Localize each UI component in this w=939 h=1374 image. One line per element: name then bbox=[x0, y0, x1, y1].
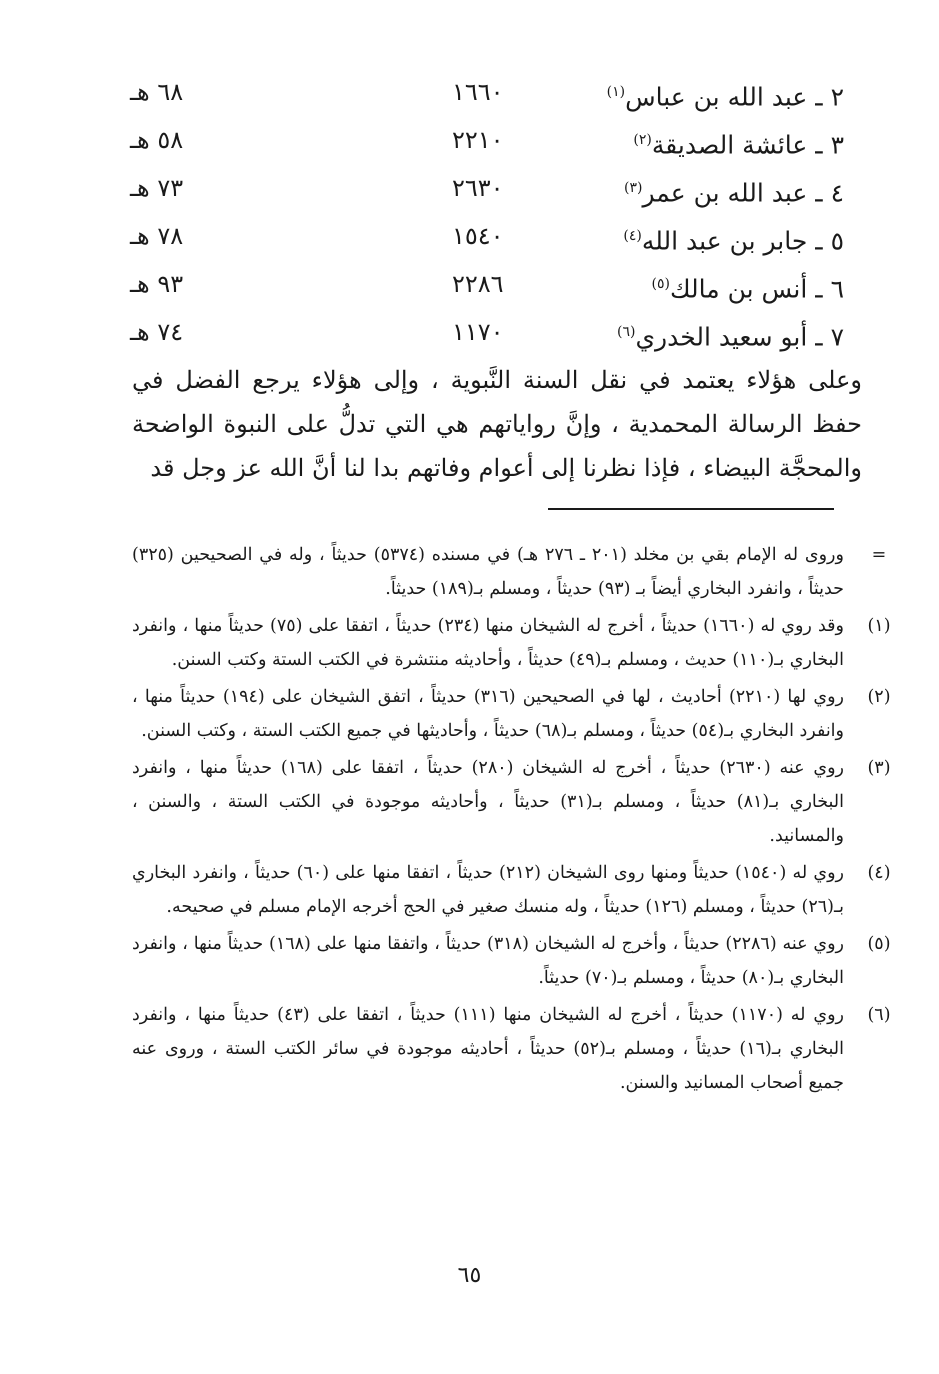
footnote-marker: (٤) bbox=[867, 863, 891, 883]
footnote-reference[interactable]: (٦) bbox=[617, 324, 636, 340]
death-year: ٥٨ هـ bbox=[130, 126, 184, 154]
death-year: ٧٨ هـ bbox=[130, 222, 184, 250]
footnote-reference[interactable]: (١) bbox=[606, 84, 626, 100]
body-paragraph: وعلى هؤلاء يعتمد في نقل السنة النَّبوية ، وإلى هؤلاء يرجع الفضل في حفظ الرسالة المحمدية ، وإنَّ رواياتهم هي التي تدلُّ على النبوة الواضحة والمحجَّة البيضاء ، فإذا نظرنا إلى أعوام وفاتهم بدا لنا أنَّ الله عز وجل قد bbox=[132, 366, 862, 482]
footnotes-section bbox=[132, 538, 891, 1103]
narration-count: ٢٢٨٦ bbox=[452, 270, 504, 298]
narrator-name bbox=[615, 312, 844, 357]
narrator-row bbox=[130, 168, 844, 216]
narration-count: ٢٢١٠ bbox=[452, 126, 504, 154]
narration-count: ١٥٤٠ bbox=[452, 222, 504, 250]
narrators-table bbox=[130, 72, 844, 360]
narrator-row bbox=[130, 72, 844, 120]
narrator-row bbox=[130, 120, 844, 168]
footnote-reference[interactable]: (٢) bbox=[633, 132, 652, 148]
page-number: ٦٥ bbox=[457, 1263, 482, 1288]
footnote-item bbox=[132, 856, 891, 924]
footnote-marker: (١) bbox=[867, 616, 891, 636]
footnote-marker: (٣) bbox=[867, 758, 891, 778]
narrator-name bbox=[621, 216, 844, 261]
footnote-separator bbox=[548, 508, 834, 510]
narration-count: ٢٦٣٠ bbox=[452, 174, 504, 202]
footnote-marker: (٢) bbox=[867, 687, 891, 707]
narrator-name bbox=[605, 72, 844, 117]
narrator-name-text: ٢ ـ عبد الله بن عباس bbox=[625, 82, 844, 112]
footnote-continuation bbox=[132, 538, 887, 606]
footnote-reference[interactable]: (٥) bbox=[651, 276, 670, 292]
footnote-marker: (٦) bbox=[867, 1005, 891, 1025]
footnote-text: روي له (١١٧٠) حديثاً ، أخرج له الشيخان منها (١١١) حديثاً ، اتفقا على (٤٣) حديثاً منها ، وانفرد البخاري بـ(١٦) حديثاً ، ومسلم بـ(٥٢) حديثاً ، أحاديثه موجودة في سائر الكتب الستة ، وروى عنه جميع أصحاب المسانيد والسنن. bbox=[132, 1005, 844, 1093]
death-year: ٩٣ هـ bbox=[130, 270, 184, 298]
footnote-item bbox=[132, 998, 891, 1100]
narrator-name-text: ٦ ـ أنس بن مالك bbox=[669, 274, 844, 304]
footnote-item bbox=[132, 927, 891, 995]
narration-count: ١٦٦٠ bbox=[452, 78, 504, 106]
narrator-row bbox=[130, 312, 844, 360]
footnote-reference[interactable]: (٣) bbox=[624, 180, 643, 196]
footnote-text: وروى له الإمام بقي بن مخلد (٢٠١ ـ ٢٧٦ هـ) في مسنده (٥٣٧٤) حديثاً ، وله في الصحيحين (٣٢٥) حديثاً ، وانفرد البخاري أيضاً بـ (٩٣) حديثاً ، ومسلم بـ(١٨٩) حديثاً. bbox=[132, 545, 844, 599]
narrator-name-text: ٥ ـ جابر بن عبد الله bbox=[641, 226, 844, 256]
narrator-name-text: ٧ ـ أبو سعيد الخدري bbox=[635, 322, 844, 352]
narrator-name bbox=[622, 168, 844, 213]
footnote-text: وقد روي له (١٦٦٠) حديثاً ، أخرج له الشيخان منها (٢٣٤) حديثاً ، اتفقا على (٧٥) حديثاً منها ، وانفرد البخاري بـ(١١٠) حديث ، ومسلم بـ(٤٩) حديثاً ، وأحاديثه منتشرة في الكتب الستة وكتب السنن. bbox=[132, 616, 844, 670]
narrator-row bbox=[130, 216, 844, 264]
footnote-text: روي لها (٢٢١٠) أحاديث ، لها في الصحيحين (٣١٦) حديثاً ، اتفق الشيخان على (١٩٤) حديثاً منها ، وانفرد البخاري بـ(٥٤) حديثاً ، ومسلم بـ(٦٨) حديثاً ، وأحاديثها في جميع الكتب الستة ، وكتب السنن. bbox=[132, 687, 844, 741]
narrator-name bbox=[650, 264, 844, 309]
narrator-name-text: ٤ ـ عبد الله بن عمر bbox=[642, 178, 844, 208]
footnote-text: روي عنه (٢٦٣٠) حديثاً ، أخرج له الشيخان (٢٨٠) حديثاً ، اتفقا على (١٦٨) حديثاً منها ، وانفرد البخاري بـ(٨١) حديثاً ، ومسلم بـ(٣١) حديثاً ، وأحاديثه موجودة في الكتب الستة ، والسنن ، والمسانيد. bbox=[132, 758, 844, 846]
footnote-item bbox=[132, 609, 891, 677]
narration-count: ١١٧٠ bbox=[452, 318, 504, 346]
footnote-text: روي عنه (٢٢٨٦) حديثاً ، وأخرج له الشيخان (٣١٨) حديثاً ، واتفقا منها على (١٦٨) حديثاً منها ، وانفرد البخاري بـ(٨٠) حديثاً ، ومسلم بـ(٧٠) حديثاً. bbox=[132, 934, 844, 988]
footnote-text: روي له (١٥٤٠) حديثاً ومنها روى الشيخان (٢١٢) حديثاً ، اتفقا منها على (٦٠) حديثاً ، وانفرد البخاري بـ(٢٦) حديثاً ، ومسلم (١٢٦) حديثاً ، وله منسك صغير في الحج أخرجه الإمام مسلم في صحيحه. bbox=[132, 863, 844, 917]
narrator-name bbox=[631, 120, 844, 165]
footnote-marker: (٥) bbox=[867, 934, 891, 954]
narrator-name-text: ٣ ـ عائشة الصديقة bbox=[651, 130, 844, 160]
death-year: ٧٤ هـ bbox=[130, 318, 184, 346]
death-year: ٧٣ هـ bbox=[130, 174, 184, 202]
death-year: ٦٨ هـ bbox=[130, 78, 184, 106]
footnote-item bbox=[132, 680, 891, 748]
footnote-reference[interactable]: (٤) bbox=[623, 228, 642, 244]
footnote-marker: = bbox=[871, 545, 887, 565]
narrator-row bbox=[130, 264, 844, 312]
footnote-item bbox=[132, 751, 891, 853]
